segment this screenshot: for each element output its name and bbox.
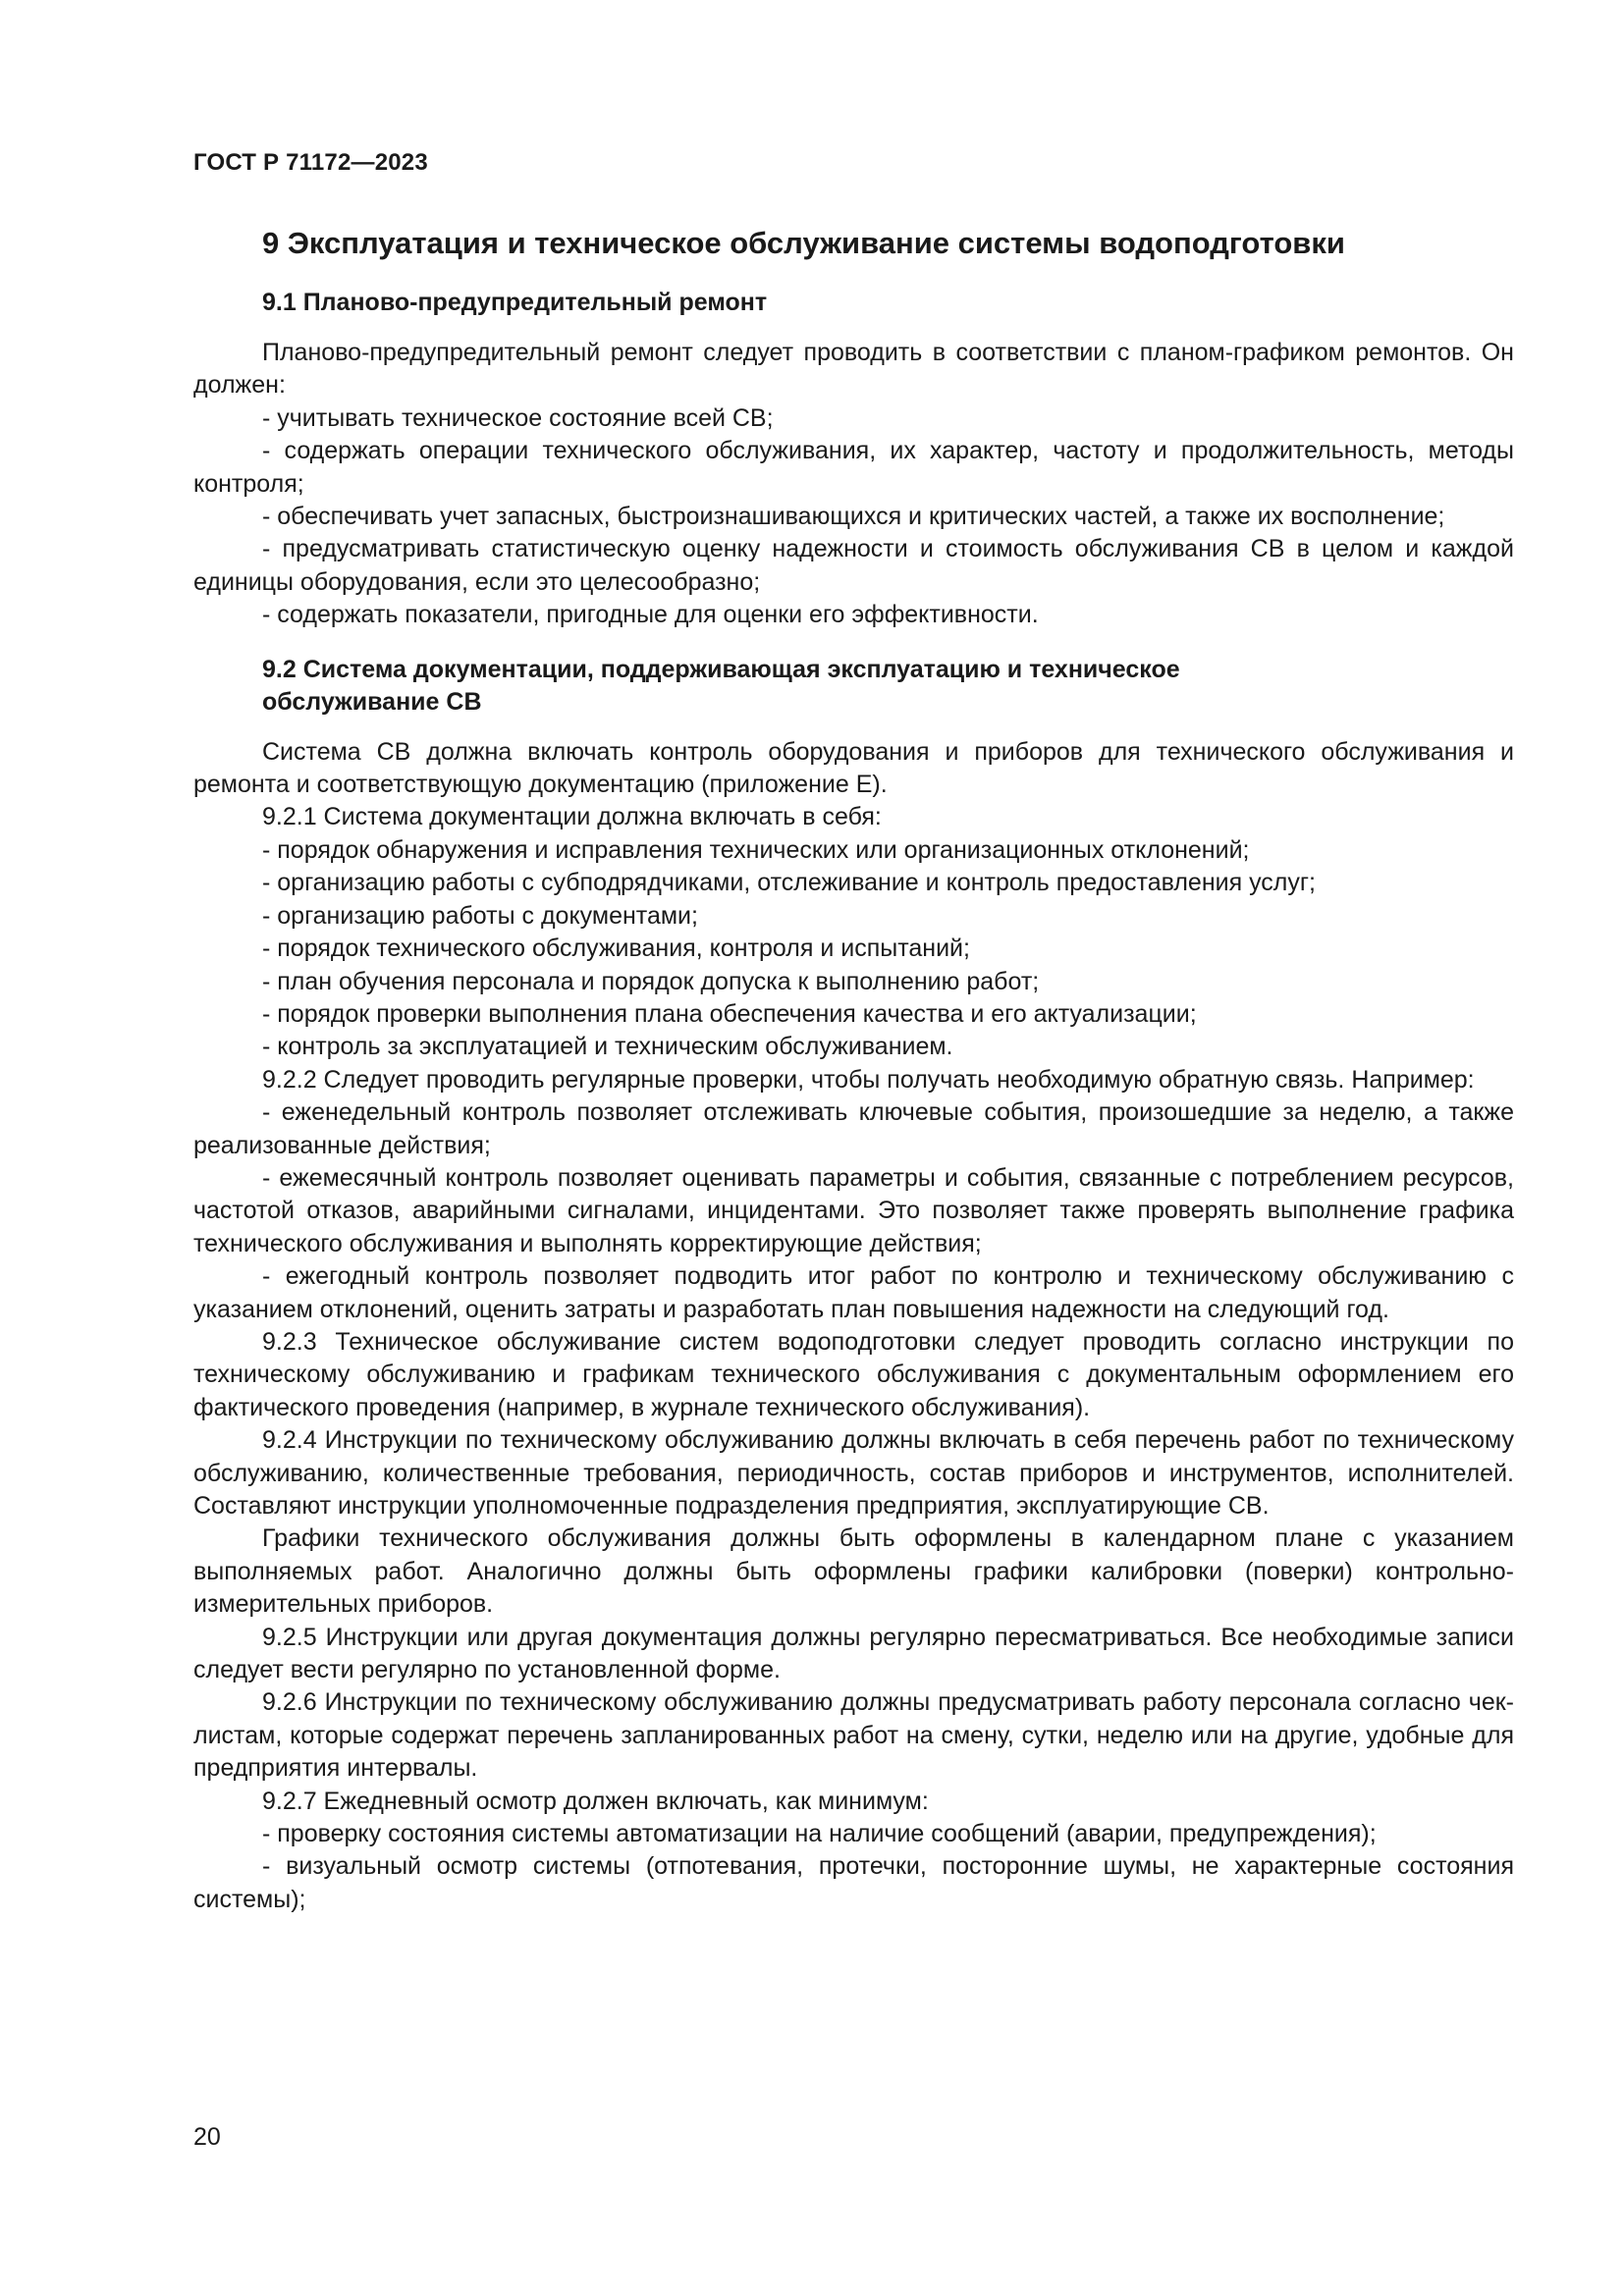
list-item: - обеспечивать учет запасных, быстроизнашивающихся и критических частей, а также их восполнение; [262, 503, 1445, 531]
paragraph: 9.2.5 Инструкции или другая документация должны регулярно пересматриваться. Все необходимые записи следует вести регулярно по установленной форме. [193, 1623, 1514, 1684]
list-item: - содержать показатели, пригодные для оценки его эффективности. [262, 601, 1039, 629]
subsection-title-line: обслуживание СВ [262, 687, 482, 716]
page-number: 20 [193, 2123, 221, 2151]
list-item: - предусматривать статистическую оценку надежности и стоимость обслуживания СВ в целом и каждой единицы оборудования, если это целесообразно; [193, 535, 1514, 596]
paragraph: Графики технического обслуживания должны быть оформлены в календарном плане с указанием выполняемых работ. Аналогично должны быть оформлены графики калибровки (поверки) контрольно-измерительных приборов. [193, 1524, 1514, 1619]
subsection-9-2-body [193, 736, 1514, 1917]
list-item: - содержать операции технического обслуживания, их характер, частоту и продолжительность, методы контроля; [193, 437, 1514, 498]
list-item: - еженедельный контроль позволяет отслеживать ключевые события, произошедшие за неделю, а также реализованные действия; [193, 1098, 1514, 1159]
subsection-title-9-1: 9.1 Планово-предупредительный ремонт [262, 289, 768, 316]
list-item: - порядок технического обслуживания, контроля и испытаний; [262, 934, 970, 963]
paragraph: 9.2.2 Следует проводить регулярные проверки, чтобы получать необходимую обратную связь. Например: [262, 1065, 1475, 1094]
standard-code: ГОСТ Р 71172—2023 [193, 149, 428, 176]
subsection-title-9-2 [193, 654, 1514, 719]
list-item: - проверку состояния системы автоматизации на наличие сообщений (аварии, предупреждения); [262, 1820, 1377, 1848]
paragraph: 9.2.7 Ежедневный осмотр должен включать, как минимум: [262, 1787, 929, 1815]
paragraph: 9.2.1 Система документации должна включать в себя: [262, 803, 882, 831]
paragraph: Система СВ должна включать контроль оборудования и приборов для технического обслуживания и ремонта и соответствующую документацию (приложение Е). [193, 737, 1514, 799]
list-item: - порядок проверки выполнения плана обеспечения качества и его актуализации; [262, 999, 1197, 1028]
paragraph: 9.2.3 Техническое обслуживание систем водоподготовки следует проводить согласно инструкции по техническому обслуживанию и графикам технического обслуживания с документальным оформлением его фактического проведения (например, в журнале технического обслуживания). [193, 1327, 1514, 1421]
paragraph: 9.2.6 Инструкции по техническому обслуживанию должны предусматривать работу персонала согласно чек-листам, которые содержат перечень запланированных работ на смену, сутки, неделю или на другие, удобные для предприятия интервалы. [193, 1688, 1514, 1783]
paragraph: Планово-предупредительный ремонт следует проводить в соответствии с планом-графиком ремонтов. Он должен: [193, 339, 1514, 400]
list-item: - учитывать техническое состояние всей СВ; [262, 403, 774, 432]
subsection-title-line: 9.2 Система документации, поддерживающая эксплуатацию и техническое [262, 655, 1180, 683]
list-item: - ежемесячный контроль позволяет оценивать параметры и события, связанные с потреблением ресурсов, частотой отказов, аварийными сигналами, инцидентами. Это позволяет также проверять выполнение графика технического обслуживания и выполнять корректирующие действия; [193, 1163, 1514, 1257]
list-item: - организацию работы с субподрядчиками, отслеживание и контроль предоставления услуг; [262, 869, 1316, 897]
list-item: - организацию работы с документами; [262, 901, 698, 930]
document-body [193, 224, 1514, 1916]
list-item: - ежегодный контроль позволяет подводить итог работ по контролю и техническому обслуживанию с указанием отклонений, оценить затраты и разработать план повышения надежности на следующий год. [193, 1262, 1514, 1323]
section-title: 9 Эксплуатация и техническое обслуживание системы водоподготовки [262, 226, 1345, 260]
list-item: - контроль за эксплуатацией и техническим обслуживанием. [262, 1033, 953, 1061]
list-item: - порядок обнаружения и исправления технических или организационных отклонений; [262, 835, 1250, 864]
list-item: - визуальный осмотр системы (отпотевания, протечки, посторонние шумы, не характерные состояния системы); [193, 1852, 1514, 1913]
paragraph: 9.2.4 Инструкции по техническому обслуживанию должны включать в себя перечень работ по техническому обслуживанию, количественные требования, периодичность, состав приборов и инструментов, исполнителей. Составляют инструкции уполномоченные подразделения предприятия, эксплуатирующие СВ. [193, 1426, 1514, 1520]
subsection-9-1-body [193, 337, 1514, 632]
list-item: - план обучения персонала и порядок допуска к выполнению работ; [262, 967, 1040, 995]
